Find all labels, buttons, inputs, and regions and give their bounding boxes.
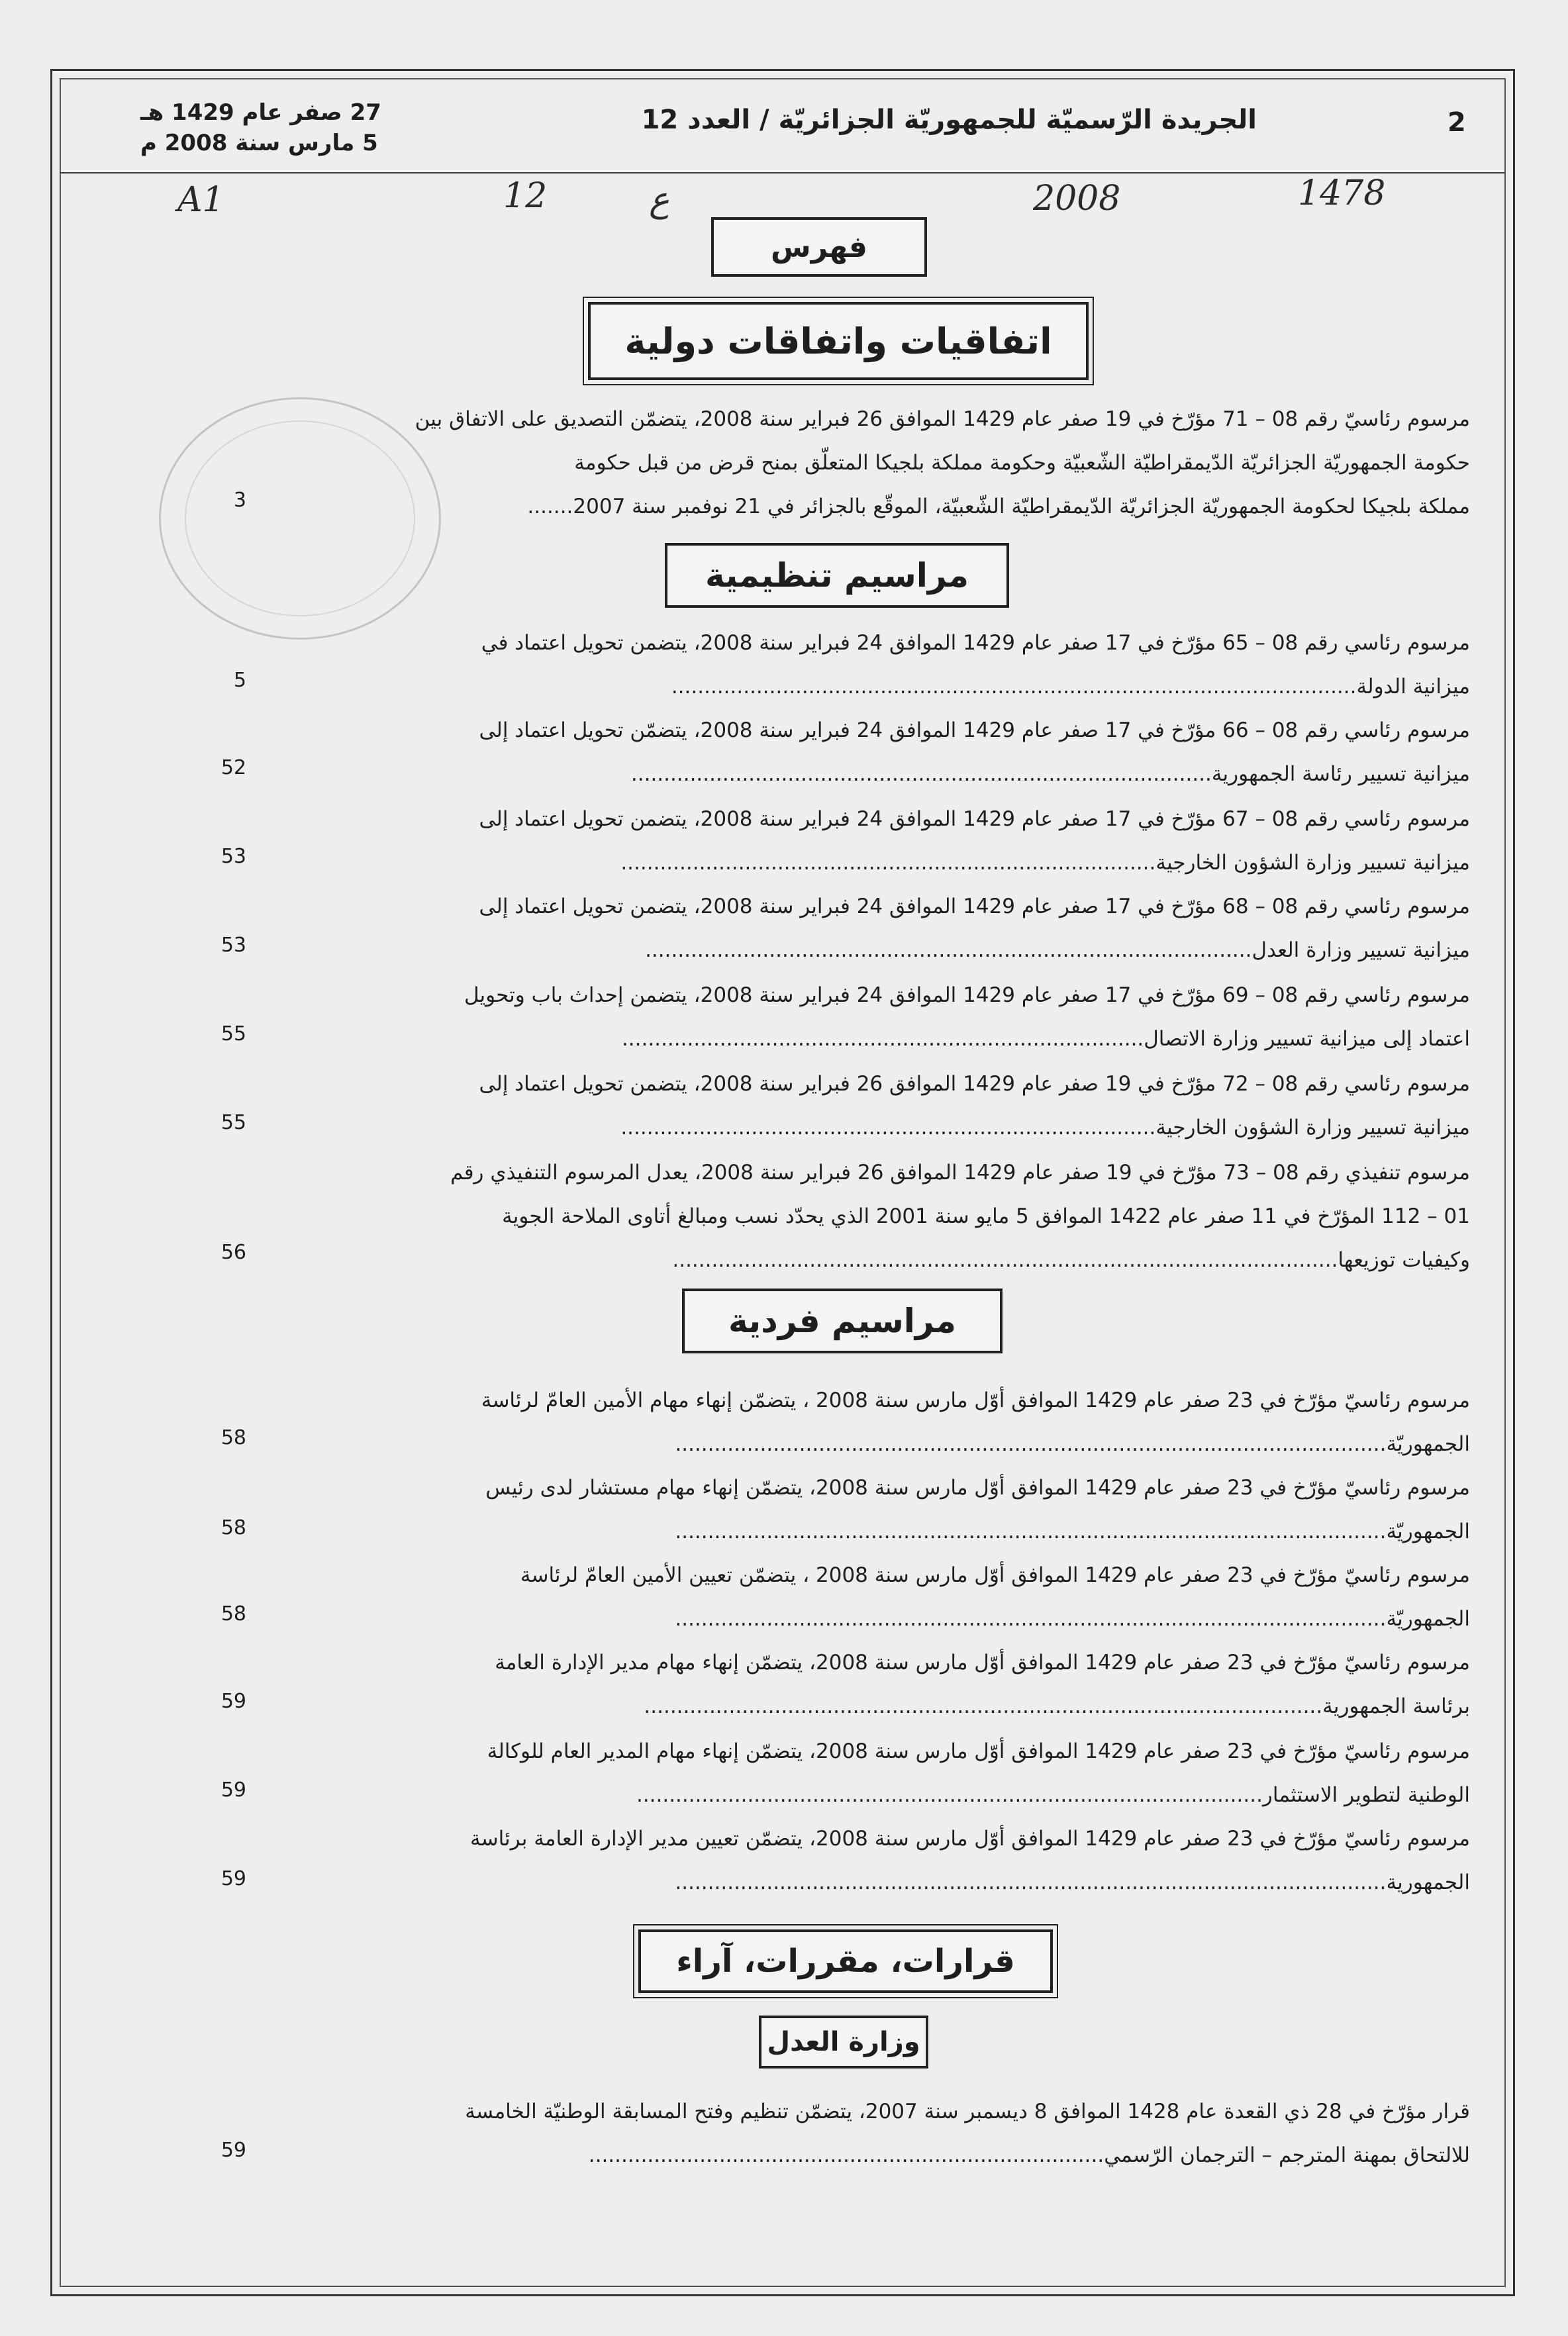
toc-entry-1-page: 3 [233,489,246,512]
header-rule [60,172,1506,174]
toc-entry-7-page: 55 [220,1111,246,1134]
toc-entry-12-page: 59 [220,1690,246,1713]
header-date-hijri: 27 صفر عام 1429 هـ [140,99,381,126]
toc-entry-9-page: 58 [220,1426,246,1449]
index-title: فهرس [711,217,927,277]
toc-entry-14: مرسوم رئاسيّ مؤرّخ في 23 صفر عام 1429 الموافق أوّل مارس سنة 2008، يتضمّن تعيين مدير الإدارة العامة برئاسة الجمهورية............................................................................................................. [469,1827,1470,1894]
section-title-individual-decrees: مراسيم فردية [682,1289,1003,1353]
handwritten-mark-left: A1 [177,180,224,220]
toc-entry-8-page: 56 [220,1241,246,1264]
toc-entry-7: مرسوم رئاسي رقم 08 – 72 مؤرّخ في 19 صفر عام 1429 الموافق 26 فبراير سنة 2008، يتضمن تحويل اعتماد إلى ميزانية تسيير وزارة الشؤون الخارجية.................................................................................. [479,1072,1470,1140]
toc-entry-10-page: 58 [220,1516,246,1539]
toc-entry-5-page: 53 [220,934,246,957]
toc-entry-2: مرسوم رئاسي رقم 08 – 65 مؤرّخ في 17 صفر عام 1429 الموافق 24 فبراير سنة 2008، يتضمن تحويل اعتماد في ميزانية الدولة......................................................................................................... [481,631,1470,699]
page-number: 2 [1447,107,1466,138]
handwritten-year: 2008 [1033,179,1121,219]
toc-entry-11-page: 58 [220,1602,246,1626]
handwritten-ref: 1478 [1298,173,1386,213]
toc-entry-2-page: 5 [233,669,246,692]
handwritten-number: 12 [503,176,548,216]
toc-entry-3: مرسوم رئاسي رقم 08 – 66 مؤرّخ في 17 صفر عام 1429 الموافق 24 فبراير سنة 2008، يتضمّن تحويل اعتماد إلى ميزانية تسيير رئاسة الجمهورية......................................................................................... [479,718,1470,786]
handwritten-letter: ع [649,180,670,220]
toc-entry-14-page: 59 [220,1867,246,1890]
toc-entry-10: مرسوم رئاسيّ مؤرّخ في 23 صفر عام 1429 الموافق أوّل مارس سنة 2008، يتضمّن إنهاء مهام مستشار لدى رئيس الجمهوريّة............................................................................................................. [485,1476,1470,1543]
toc-entry-11: مرسوم رئاسيّ مؤرّخ في 23 صفر عام 1429 الموافق أوّل مارس سنة 2008 ، يتضمّن تعيين الأمين العامّ لرئاسة الجمهوريّة............................................................................................................. [520,1563,1470,1631]
journal-title: الجريدة الرّسميّة للجمهوريّة الجزائريّة / العدد 12 [641,105,1257,135]
toc-entry-15: قرار مؤرّخ في 28 ذي القعدة عام 1428 الموافق 8 ديسمبر سنة 2007، يتضمّن تنظيم وفتح المسابقة الوطنيّة الخامسة للالتحاق بمهنة المترجم – الترجمان الرّسمي............................................................................... [465,2100,1470,2167]
toc-entry-3-page: 52 [220,756,246,779]
toc-entry-4-page: 53 [220,845,246,868]
toc-entry-15-page: 59 [220,2139,246,2162]
toc-entry-1: مرسوم رئاسيّ رقم 08 – 71 مؤرّخ في 19 صفر عام 1429 الموافق 26 فبراير سنة 2008، يتضمّن التصديق على الاتفاق بين حكومة الجمهوريّة الجزائريّة الدّيمقراطيّة الشّعبيّة وحكومة مملكة بلجيكا المتعلّق بمنح قرض من قبل حكومة مملكة بلجيكا لحكومة الجمهوريّة الجزائريّة الدّيمقراطيّة الشّعبيّة، الموقّع بالجزائر في 21 نوفمبر سنة 2007....... [415,407,1470,518]
toc-entry-13-page: 59 [220,1778,246,1802]
section-title-regulatory-decrees: مراسيم تنظيمية [665,543,1009,608]
section-title-decisions: قرارات، مقررات، آراء [638,1929,1053,1993]
toc-entry-4: مرسوم رئاسي رقم 08 – 67 مؤرّخ في 17 صفر عام 1429 الموافق 24 فبراير سنة 2008، يتضمن تحويل اعتماد إلى ميزانية تسيير وزارة الشؤون الخارجية.................................................................................. [479,807,1470,875]
toc-entry-12: مرسوم رئاسيّ مؤرّخ في 23 صفر عام 1429 الموافق أوّل مارس سنة 2008، يتضمّن إنهاء مهام مدير الإدارة العامة برئاسة الجمهورية........................................................................................................ [495,1651,1470,1718]
toc-entry-13: مرسوم رئاسيّ مؤرّخ في 23 صفر عام 1429 الموافق أوّل مارس سنة 2008، يتضمّن إنهاء مهام المدير العام للوكالة الوطنية لتطوير الاستثمار................................................................................................ [487,1739,1470,1807]
section-title-international-agreements: اتفاقيات واتفاقات دولية [588,302,1089,380]
header-date-gregorian: 5 مارس سنة 2008 م [140,130,378,156]
toc-entry-6: مرسوم رئاسي رقم 08 – 69 مؤرّخ في 17 صفر عام 1429 الموافق 24 فبراير سنة 2008، يتضمن إحداث باب وتحويل اعتماد إلى ميزانية تسيير وزارة الاتصال................................................................................ [464,983,1470,1051]
toc-entry-5: مرسوم رئاسي رقم 08 – 68 مؤرّخ في 17 صفر عام 1429 الموافق 24 فبراير سنة 2008، يتضمن تحويل اعتماد إلى ميزانية تسيير وزارة العدل............................................................................................. [479,895,1470,962]
subsection-title-ministry-justice: وزارة العدل [759,2016,928,2068]
toc-entry-6-page: 55 [220,1022,246,1046]
toc-entry-9: مرسوم رئاسيّ مؤرّخ في 23 صفر عام 1429 الموافق أوّل مارس سنة 2008 ، يتضمّن إنهاء مهام الأمين العامّ لرئاسة الجمهوريّة............................................................................................................. [481,1388,1470,1456]
toc-entry-8: مرسوم تنفيذي رقم 08 – 73 مؤرّخ في 19 صفر عام 1429 الموافق 26 فبراير سنة 2008، يعدل المرسوم التنفيذي رقم 01 – 112 المؤرّخ في 11 صفر عام 1422 الموافق 5 مايو سنة 2001 الذي يحدّد نسب ومبالغ أتاوى الملاحة الجوية وكيفيات توزيعها...................................................................................................... [450,1161,1470,1272]
